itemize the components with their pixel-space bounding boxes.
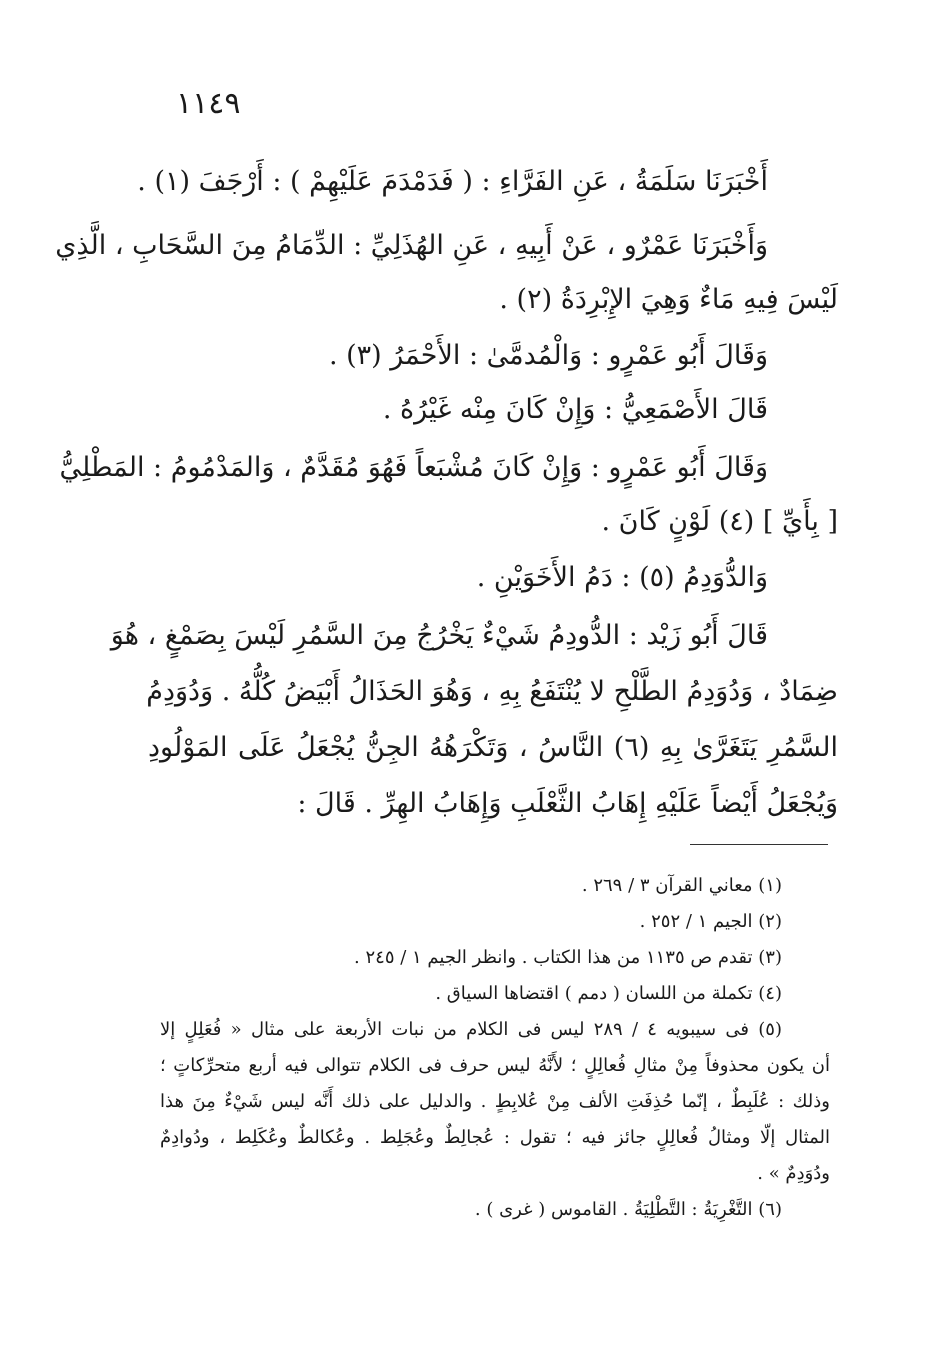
text-line: ضِمَادٌ ، وَدُوَدِمُ الطَّلْحِ لا يُنْتَفَعُ بِهِ ، وَهُوَ الحَذَالُ أَبْيَضُ كُلُّهُ . وَدُوَدِمُ [146,676,838,707]
footnote-line: (٦) التَّغْرِيَةُ : التَّطْلِيَةُ . القاموس ( غرى ) . [474,1199,782,1220]
footnote-line: (١) معاني القرآن ٣ / ٢٦٩ . [581,875,782,896]
footnote-line: أن يكون محذوفاً مِنْ مثالِ فُعالِلٍ ؛ لأَنَّهُ ليس حرف فى الكلام تتوالى فيه أربع متحرِّكاتٍ ؛ [160,1055,830,1076]
text-line: أَخْبَرَنَا سَلَمَةُ ، عَنِ الفَرَّاءِ : ( فَدَمْدَمَ عَلَيْهِمْ ) : أَرْجَفَ (١) . [137,166,768,197]
text-line: قَالَ أَبُو زَيْد : الدُّودِمُ شَيْءٌ يَخْرُجُ مِنَ السَّمُرِ لَيْسَ بِصَمْغٍ ، هُوَ [110,620,768,651]
text-line: السَّمُرِ يَتَغَرَّىٰ بِهِ (٦) النَّاسُ ، وَتَكْرَهُهُ الجِنُّ يُجْعَلُ عَلَى المَوْلُودِ [148,732,838,763]
text-line: [ بِأَيِّ ] (٤) لَوْنٍ كَانَ . [601,506,838,537]
footnote-line: وذلك : عُلَبِطٌ ، إنّما حُذِفَتِ الألف مِنْ عُلابِطٍ . والدليل على ذلك أَنَّه ليس شَيْءٌ مِنَ هذا [160,1091,830,1112]
footnote-line: (٢) الجيم ١ / ٢٥٢ . [639,911,782,932]
footnote-line: المثال إلّا ومثالُ فُعالِلٍ جائز فيه ؛ تقول : عُجالِطٌ وعُجَلِط . وعُكالطٌ وعُكَلِط ، ودُوادِمٌ [160,1127,830,1148]
page-number: ١١٤٩ [176,86,241,121]
footnote-line: (٥) فى سيبويه ٤ / ٢٨٩ ليس فى الكلام من نبات الأربعة على مثال « فُعَلِلٍ إلا [160,1019,782,1040]
text-line: وَأَخْبَرَنَا عَمْرٌو ، عَنْ أَبِيهِ ، عَنِ الهُذَلِيِّ : الدِّمَامُ مِنَ السَّحَابِ ، الَّذِي [55,230,768,261]
footnote-separator [690,844,828,845]
footnote-line: (٣) تقدم ص ١١٣٥ من هذا الكتاب . وانظر الجيم ١ / ٢٤٥ . [354,947,782,968]
text-line: وَيُجْعَلُ أَيْضاً عَلَيْهِ إِهَابُ الثَّعْلَبِ وَإِهَابُ الهِرِّ . قَالَ : [297,788,838,819]
text-line: وَالدُّوَدِمُ (٥) : دَمُ الأَخَوَيْنِ . [476,562,768,593]
text-line: وَقَالَ أَبُو عَمْرٍو : وَالْمُدمَّىٰ : الأَحْمَرُ (٣) . [328,340,768,371]
text-line: وَقَالَ أَبُو عَمْرٍو : وَإِنْ كَانَ مُشْبَعاً فَهُوَ مُقَدَّمٌ ، وَالمَدْمُومُ : المَطْلِيُّ [59,452,768,483]
footnote-line: (٤) تكملة من اللسان ( دمم ) اقتضاها السياق . [435,983,782,1004]
text-line: لَيْسَ فِيهِ مَاءٌ وَهِيَ الإِبْرِدَةُ (٢) . [499,284,838,315]
text-line: قَالَ الأَصْمَعِيُّ : وَإِنْ كَانَ مِنْه غَيْرُهُ . [382,394,768,425]
footnotes [160,868,830,1228]
footnote-line: ودُوَدِمٌ » . [757,1163,830,1184]
